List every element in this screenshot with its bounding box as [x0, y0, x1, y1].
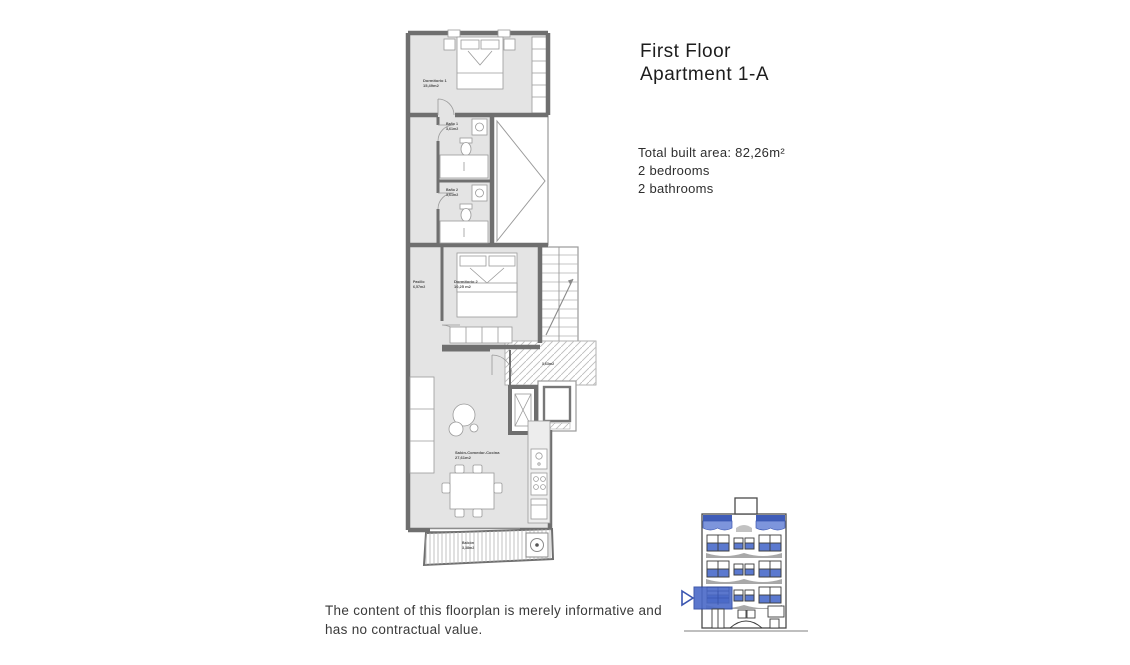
disclaimer-text	[325, 601, 662, 639]
bedroom2-furniture	[450, 253, 517, 343]
room-label-bano1-area: 3,61m2	[446, 127, 459, 131]
page-title	[640, 40, 769, 86]
rooftop-structure	[735, 498, 757, 514]
sofa-icon	[410, 377, 434, 473]
title-line-2: Apartment 1-A	[640, 64, 769, 85]
room-label-dormitorio1-area: 15,49m2	[423, 83, 439, 88]
room-label-salon-name: Salón-Comedor-Cocina	[455, 450, 500, 455]
stove-icon	[531, 473, 547, 495]
highlighted-floor	[694, 587, 732, 609]
room-label-landing-area: 3,63m2	[541, 362, 555, 366]
room-label-balcon-name: Balcón	[462, 541, 474, 545]
room-label-bano2-area: 3,61m2	[446, 193, 459, 197]
building-elevation	[680, 487, 812, 659]
room-label-pasillo-name: Pasillo	[413, 280, 425, 284]
staircase	[540, 247, 578, 343]
closet-icon	[450, 327, 512, 343]
floorplan-drawing	[400, 25, 610, 585]
balcony	[424, 529, 553, 565]
disclaimer-line-2: has no contractual value.	[325, 622, 483, 637]
dining-table-icon	[450, 473, 494, 509]
bathrooms-count: 2 bathrooms	[638, 181, 714, 196]
apartment-summary	[638, 144, 785, 198]
room-label-dormitorio2-name: Dormitorio 2	[454, 279, 478, 284]
void-area	[492, 115, 548, 245]
bedrooms-count: 2 bedrooms	[638, 163, 710, 178]
fridge-icon	[531, 499, 547, 519]
total-built-area: Total built area: 82,26m²	[638, 145, 785, 160]
disclaimer-line-1: The content of this floorplan is merely informative and	[325, 603, 662, 618]
room-label-salon-area: 27,61m2	[455, 455, 471, 460]
room-label-dormitorio1-name: Dormitorio 1	[423, 78, 447, 83]
title-line-1: First Floor	[640, 41, 731, 62]
room-label-bano1-name: Baño 1	[446, 122, 458, 126]
room-label-bano2-name: Baño 2	[446, 188, 458, 192]
room-label-pasillo-area: 6,57m2	[413, 285, 426, 289]
floor-indicator-arrow-icon	[682, 591, 693, 605]
wardrobe-icon	[532, 37, 548, 113]
room-label-dormitorio2-area: 10,25 m2	[454, 284, 471, 289]
kitchen-counter	[528, 421, 550, 523]
room-label-balcon-area: 3,38m2	[462, 546, 475, 550]
